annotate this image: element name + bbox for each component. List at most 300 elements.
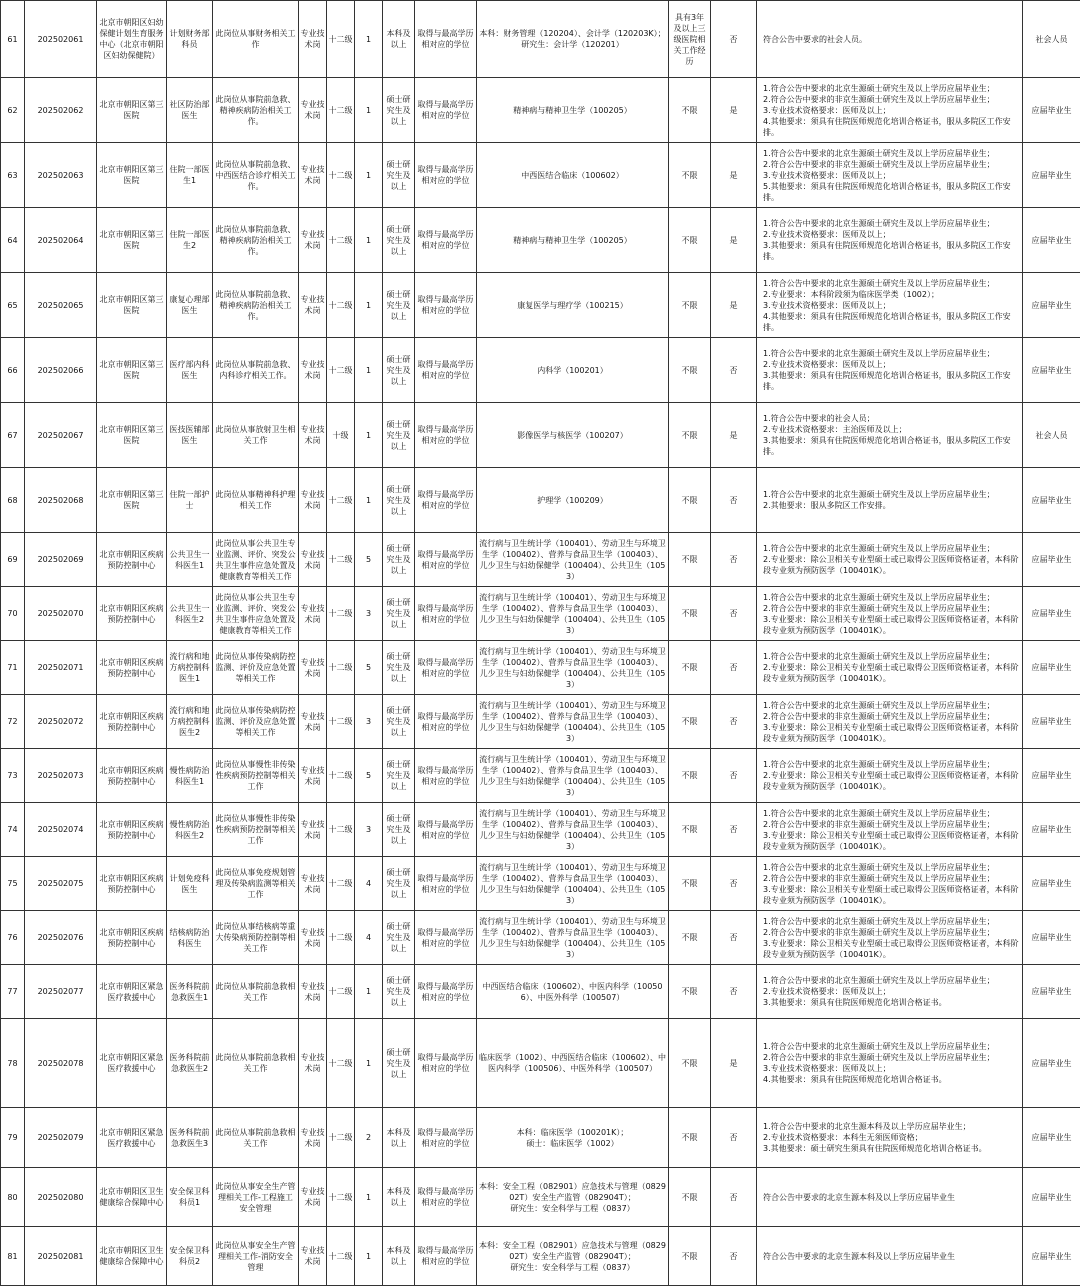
hiring-unit-cell: 北京市朝阳区疾病预防控制中心 bbox=[97, 857, 167, 911]
education-requirement-cell: 本科及以上 bbox=[383, 1168, 415, 1227]
other-requirements-cell: 1.符合公告中要求的北京生源硕士研究生及以上学历应届毕业生； 2.专业技术资格要求：医师及以上； 3.其他要求：须具有住院医师规范化培训合格证书。 bbox=[757, 965, 1023, 1019]
professional-test-cell: 否 bbox=[711, 1, 757, 78]
recruit-target-cell: 应届毕业生 bbox=[1023, 78, 1080, 143]
recruit-target-cell: 应届毕业生 bbox=[1023, 468, 1080, 533]
post-code-cell: 202502076 bbox=[25, 911, 97, 965]
experience-requirement-cell: 不限 bbox=[669, 468, 711, 533]
recruit-target-cell: 应届毕业生 bbox=[1023, 338, 1080, 403]
hiring-unit-cell: 北京市朝阳区第三医院 bbox=[97, 208, 167, 273]
post-description-cell: 此岗位从事院前急救相关工作 bbox=[213, 1019, 299, 1108]
hiring-unit-cell: 北京市朝阳区第三医院 bbox=[97, 338, 167, 403]
major-requirement-cell: 本科：安全工程（082901）应急技术与管理（082902T）安全生产监管（082904T）； 研究生：安全科学与工程（0837） bbox=[477, 1227, 669, 1286]
other-requirements-cell: 1.符合公告中要求的北京生源硕士研究生及以上学历应届毕业生； 2.符合公告中要求的非京生源硕士研究生及以上学历应届毕业生； 3.专业技术资格要求：医师及以上； 4.其他要求：须具有住院医师规范化培训合格证书，服从多院区工作安排。 bbox=[757, 78, 1023, 143]
experience-requirement-cell: 不限 bbox=[669, 78, 711, 143]
major-requirement-cell: 临床医学（1002）、中西医结合临床（100602）、中医内科学（100506）、中医外科学（100507） bbox=[477, 1019, 669, 1108]
post-code-cell: 202502066 bbox=[25, 338, 97, 403]
professional-test-cell: 是 bbox=[711, 208, 757, 273]
hire-count-cell: 1 bbox=[355, 1, 383, 78]
post-name-cell: 医务科院前急救医生2 bbox=[167, 1019, 213, 1108]
education-requirement-cell: 硕士研究生及以上 bbox=[383, 78, 415, 143]
other-requirements-cell: 符合公告中要求的北京生源本科及以上学历应届毕业生 bbox=[757, 1168, 1023, 1227]
major-requirement-cell: 流行病与卫生统计学（100401）、劳动卫生与环境卫生学（100402）、营养与食品卫生学（100403）、儿少卫生与妇幼保健学（100404）、公共卫生（1053） bbox=[477, 857, 669, 911]
row-number-cell: 80 bbox=[1, 1168, 25, 1227]
post-code-cell: 202502061 bbox=[25, 1, 97, 78]
post-name-cell: 计划财务部科员 bbox=[167, 1, 213, 78]
table-row bbox=[1, 468, 1080, 533]
hiring-unit-cell: 北京市朝阳区紧急医疗救援中心 bbox=[97, 1108, 167, 1168]
row-number-cell: 77 bbox=[1, 965, 25, 1019]
post-name-cell: 公共卫生一科医生2 bbox=[167, 587, 213, 641]
post-name-cell: 计划免疫科医生 bbox=[167, 857, 213, 911]
table-row bbox=[1, 78, 1080, 143]
recruit-target-cell: 应届毕业生 bbox=[1023, 273, 1080, 338]
experience-requirement-cell: 不限 bbox=[669, 965, 711, 1019]
post-level-cell: 十二级 bbox=[327, 695, 355, 749]
hiring-unit-cell: 北京市朝阳区紧急医疗救援中心 bbox=[97, 965, 167, 1019]
major-requirement-cell: 中西医结合临床（100602）、中医内科学（100506）、中医外科学（100507） bbox=[477, 965, 669, 1019]
post-code-cell: 202502063 bbox=[25, 143, 97, 208]
post-name-cell: 医务科院前急救医生1 bbox=[167, 965, 213, 1019]
major-requirement-cell: 影像医学与核医学（100207） bbox=[477, 403, 669, 468]
hiring-unit-cell: 北京市朝阳区疾病预防控制中心 bbox=[97, 641, 167, 695]
professional-test-cell: 否 bbox=[711, 857, 757, 911]
post-name-cell: 慢性病防治科医生2 bbox=[167, 803, 213, 857]
experience-requirement-cell: 不限 bbox=[669, 749, 711, 803]
other-requirements-cell: 1.符合公告中要求的北京生源硕士研究生及以上学历应届毕业生； 2.符合公告中要求的非京生源硕士研究生及以上学历应届毕业生； 3.专业技术资格要求：医师及以上； 5.其他要求：须具有住院医师规范化培训合格证书，服从多院区工作安排。 bbox=[757, 143, 1023, 208]
experience-requirement-cell: 不限 bbox=[669, 208, 711, 273]
other-requirements-cell: 1.符合公告中要求的北京生源硕士研究生及以上学历应届毕业生； 2.专业要求：除公卫相关专业型硕士或已取得公卫医师资格证者，本科阶段专业须为预防医学（100401K）。 bbox=[757, 749, 1023, 803]
post-level-cell: 十二级 bbox=[327, 749, 355, 803]
post-description-cell: 此岗位从事免疫规划管理及传染病监测等相关工作 bbox=[213, 857, 299, 911]
post-description-cell: 此岗位从事传染病防控监测、评价及应急处置等相关工作 bbox=[213, 695, 299, 749]
post-type-cell: 专业技术岗 bbox=[299, 143, 327, 208]
post-code-cell: 202502079 bbox=[25, 1108, 97, 1168]
experience-requirement-cell: 不限 bbox=[669, 143, 711, 208]
degree-requirement-cell: 取得与最高学历相对应的学位 bbox=[415, 911, 477, 965]
post-type-cell: 专业技术岗 bbox=[299, 695, 327, 749]
education-requirement-cell: 硕士研究生及以上 bbox=[383, 749, 415, 803]
post-code-cell: 202502071 bbox=[25, 641, 97, 695]
experience-requirement-cell: 不限 bbox=[669, 695, 711, 749]
degree-requirement-cell: 取得与最高学历相对应的学位 bbox=[415, 468, 477, 533]
row-number-cell: 79 bbox=[1, 1108, 25, 1168]
degree-requirement-cell: 取得与最高学历相对应的学位 bbox=[415, 587, 477, 641]
post-level-cell: 十二级 bbox=[327, 1227, 355, 1286]
post-name-cell: 社区防治部医生 bbox=[167, 78, 213, 143]
recruit-target-cell: 社会人员 bbox=[1023, 1, 1080, 78]
post-name-cell: 流行病和地方病控制科医生1 bbox=[167, 641, 213, 695]
row-number-cell: 69 bbox=[1, 533, 25, 587]
experience-requirement-cell: 不限 bbox=[669, 641, 711, 695]
degree-requirement-cell: 取得与最高学历相对应的学位 bbox=[415, 965, 477, 1019]
table-body bbox=[1, 1, 1080, 1286]
hire-count-cell: 1 bbox=[355, 338, 383, 403]
recruit-target-cell: 应届毕业生 bbox=[1023, 1108, 1080, 1168]
post-level-cell: 十二级 bbox=[327, 911, 355, 965]
post-type-cell: 专业技术岗 bbox=[299, 911, 327, 965]
hire-count-cell: 1 bbox=[355, 78, 383, 143]
hire-count-cell: 1 bbox=[355, 208, 383, 273]
professional-test-cell: 是 bbox=[711, 403, 757, 468]
professional-test-cell: 否 bbox=[711, 338, 757, 403]
professional-test-cell: 否 bbox=[711, 965, 757, 1019]
post-level-cell: 十二级 bbox=[327, 78, 355, 143]
post-code-cell: 202502075 bbox=[25, 857, 97, 911]
post-level-cell: 十二级 bbox=[327, 1168, 355, 1227]
education-requirement-cell: 硕士研究生及以上 bbox=[383, 208, 415, 273]
post-type-cell: 专业技术岗 bbox=[299, 78, 327, 143]
hire-count-cell: 4 bbox=[355, 911, 383, 965]
professional-test-cell: 否 bbox=[711, 533, 757, 587]
major-requirement-cell: 精神病与精神卫生学（100205） bbox=[477, 208, 669, 273]
hiring-unit-cell: 北京市朝阳区疾病预防控制中心 bbox=[97, 587, 167, 641]
hiring-unit-cell: 北京市朝阳区疾病预防控制中心 bbox=[97, 533, 167, 587]
hire-count-cell: 5 bbox=[355, 749, 383, 803]
recruit-target-cell: 应届毕业生 bbox=[1023, 911, 1080, 965]
post-name-cell: 医技医辅部医生 bbox=[167, 403, 213, 468]
education-requirement-cell: 硕士研究生及以上 bbox=[383, 468, 415, 533]
education-requirement-cell: 本科及以上 bbox=[383, 1108, 415, 1168]
post-description-cell: 此岗位从事慢性非传染性疾病预防控制等相关工作 bbox=[213, 749, 299, 803]
professional-test-cell: 否 bbox=[711, 641, 757, 695]
row-number-cell: 76 bbox=[1, 911, 25, 965]
recruit-target-cell: 应届毕业生 bbox=[1023, 695, 1080, 749]
post-description-cell: 此岗位从事安全生产管理相关工作-工程施工安全管理 bbox=[213, 1168, 299, 1227]
post-code-cell: 202502081 bbox=[25, 1227, 97, 1286]
professional-test-cell: 否 bbox=[711, 468, 757, 533]
hiring-unit-cell: 北京市朝阳区疾病预防控制中心 bbox=[97, 803, 167, 857]
table-row bbox=[1, 338, 1080, 403]
professional-test-cell: 否 bbox=[711, 1108, 757, 1168]
post-type-cell: 专业技术岗 bbox=[299, 641, 327, 695]
major-requirement-cell: 内科学（100201） bbox=[477, 338, 669, 403]
hiring-unit-cell: 北京市朝阳区妇幼保健计划生育服务中心（北京市朝阳区妇幼保健院） bbox=[97, 1, 167, 78]
major-requirement-cell: 流行病与卫生统计学（100401）、劳动卫生与环境卫生学（100402）、营养与食品卫生学（100403）、儿少卫生与妇幼保健学（100404）、公共卫生（1053） bbox=[477, 803, 669, 857]
table-row bbox=[1, 533, 1080, 587]
post-level-cell: 十二级 bbox=[327, 468, 355, 533]
post-code-cell: 202502065 bbox=[25, 273, 97, 338]
post-level-cell: 十二级 bbox=[327, 208, 355, 273]
degree-requirement-cell: 取得与最高学历相对应的学位 bbox=[415, 695, 477, 749]
other-requirements-cell: 1.符合公告中要求的北京生源硕士研究生及以上学历应届毕业生； 2.专业要求：除公卫相关专业型硕士或已取得公卫医师资格证者，本科阶段专业须为预防医学（100401K）。 bbox=[757, 533, 1023, 587]
major-requirement-cell: 流行病与卫生统计学（100401）、劳动卫生与环境卫生学（100402）、营养与食品卫生学（100403）、儿少卫生与妇幼保健学（100404）、公共卫生（1053） bbox=[477, 641, 669, 695]
hire-count-cell: 1 bbox=[355, 468, 383, 533]
post-level-cell: 十二级 bbox=[327, 587, 355, 641]
post-code-cell: 202502077 bbox=[25, 965, 97, 1019]
table-row bbox=[1, 1019, 1080, 1108]
hire-count-cell: 3 bbox=[355, 803, 383, 857]
table-row bbox=[1, 208, 1080, 273]
recruit-target-cell: 应届毕业生 bbox=[1023, 208, 1080, 273]
degree-requirement-cell: 取得与最高学历相对应的学位 bbox=[415, 1019, 477, 1108]
table-row bbox=[1, 1108, 1080, 1168]
post-description-cell: 此岗位从事院前急救相关工作 bbox=[213, 1108, 299, 1168]
degree-requirement-cell: 取得与最高学历相对应的学位 bbox=[415, 403, 477, 468]
recruit-target-cell: 应届毕业生 bbox=[1023, 1168, 1080, 1227]
table-row bbox=[1, 1168, 1080, 1227]
experience-requirement-cell: 不限 bbox=[669, 1019, 711, 1108]
other-requirements-cell: 1.符合公告中要求的北京生源本科及以上学历应届毕业生； 2.专业技术资格要求：本科生无须医师资格； 3.其他要求：硕士研究生须具有住院医师规范化培训合格证书。 bbox=[757, 1108, 1023, 1168]
major-requirement-cell: 流行病与卫生统计学（100401）、劳动卫生与环境卫生学（100402）、营养与食品卫生学（100403）、儿少卫生与妇幼保健学（100404）、公共卫生（1053） bbox=[477, 911, 669, 965]
post-name-cell: 安全保卫科科员2 bbox=[167, 1227, 213, 1286]
table-row bbox=[1, 1227, 1080, 1286]
hire-count-cell: 3 bbox=[355, 587, 383, 641]
post-code-cell: 202502067 bbox=[25, 403, 97, 468]
row-number-cell: 68 bbox=[1, 468, 25, 533]
education-requirement-cell: 硕士研究生及以上 bbox=[383, 533, 415, 587]
table-row bbox=[1, 587, 1080, 641]
post-description-cell: 此岗位从事结核病等重大传染病预防控制等相关工作 bbox=[213, 911, 299, 965]
post-type-cell: 专业技术岗 bbox=[299, 273, 327, 338]
other-requirements-cell: 1.符合公告中要求的北京生源硕士研究生及以上学历应届毕业生； 2.符合公告中要求的非京生源硕士研究生及以上学历应届毕业生； 3.专业要求：除公卫相关专业型硕士或已取得公卫医师资格证者，本科阶段专业须为预防医学（100401K）。 bbox=[757, 857, 1023, 911]
post-type-cell: 专业技术岗 bbox=[299, 338, 327, 403]
education-requirement-cell: 本科及以上 bbox=[383, 1, 415, 78]
experience-requirement-cell: 不限 bbox=[669, 857, 711, 911]
recruit-target-cell: 应届毕业生 bbox=[1023, 1019, 1080, 1108]
experience-requirement-cell: 不限 bbox=[669, 1227, 711, 1286]
hire-count-cell: 2 bbox=[355, 1108, 383, 1168]
recruit-target-cell: 应届毕业生 bbox=[1023, 641, 1080, 695]
degree-requirement-cell: 取得与最高学历相对应的学位 bbox=[415, 78, 477, 143]
row-number-cell: 78 bbox=[1, 1019, 25, 1108]
degree-requirement-cell: 取得与最高学历相对应的学位 bbox=[415, 1227, 477, 1286]
post-description-cell: 此岗位从事传染病防控监测、评价及应急处置等相关工作 bbox=[213, 641, 299, 695]
degree-requirement-cell: 取得与最高学历相对应的学位 bbox=[415, 208, 477, 273]
post-level-cell: 十二级 bbox=[327, 1, 355, 78]
row-number-cell: 70 bbox=[1, 587, 25, 641]
recruit-target-cell: 应届毕业生 bbox=[1023, 533, 1080, 587]
recruit-target-cell: 社会人员 bbox=[1023, 403, 1080, 468]
post-description-cell: 此岗位从事安全生产管理相关工作-消防安全管理 bbox=[213, 1227, 299, 1286]
other-requirements-cell: 1.符合公告中要求的北京生源硕士研究生及以上学历应届毕业生； 2.专业技术资格要求：医师及以上； 3.其他要求：须具有住院医师规范化培训合格证书，服从多院区工作安排。 bbox=[757, 338, 1023, 403]
major-requirement-cell: 精神病与精神卫生学（100205） bbox=[477, 78, 669, 143]
row-number-cell: 63 bbox=[1, 143, 25, 208]
table-row bbox=[1, 803, 1080, 857]
post-level-cell: 十级 bbox=[327, 403, 355, 468]
post-name-cell: 医务科院前急救医生3 bbox=[167, 1108, 213, 1168]
other-requirements-cell: 1.符合公告中要求的北京生源硕士研究生及以上学历应届毕业生； 2.专业技术资格要求：医师及以上； 3.其他要求：须具有住院医师规范化培训合格证书，服从多院区工作安排。 bbox=[757, 208, 1023, 273]
other-requirements-cell: 1.符合公告中要求的社会人员； 2.专业技术资格要求：主治医师及以上； 3.其他要求：须具有住院医师规范化培训合格证书，服从多院区工作安排。 bbox=[757, 403, 1023, 468]
recruit-target-cell: 应届毕业生 bbox=[1023, 143, 1080, 208]
major-requirement-cell: 中西医结合临床（100602） bbox=[477, 143, 669, 208]
experience-requirement-cell: 不限 bbox=[669, 403, 711, 468]
professional-test-cell: 是 bbox=[711, 1019, 757, 1108]
post-type-cell: 专业技术岗 bbox=[299, 468, 327, 533]
professional-test-cell: 否 bbox=[711, 587, 757, 641]
post-description-cell: 此岗位从事放射卫生相关工作 bbox=[213, 403, 299, 468]
education-requirement-cell: 硕士研究生及以上 bbox=[383, 273, 415, 338]
post-type-cell: 专业技术岗 bbox=[299, 1168, 327, 1227]
education-requirement-cell: 硕士研究生及以上 bbox=[383, 338, 415, 403]
post-name-cell: 流行病和地方病控制科医生2 bbox=[167, 695, 213, 749]
hiring-unit-cell: 北京市朝阳区疾病预防控制中心 bbox=[97, 749, 167, 803]
professional-test-cell: 否 bbox=[711, 695, 757, 749]
hiring-unit-cell: 北京市朝阳区卫生健康综合保障中心 bbox=[97, 1168, 167, 1227]
table-row bbox=[1, 403, 1080, 468]
recruit-target-cell: 应届毕业生 bbox=[1023, 965, 1080, 1019]
other-requirements-cell: 1.符合公告中要求的北京生源硕士研究生及以上学历应届毕业生； 2.专业要求：除公卫相关专业型硕士或已取得公卫医师资格证者，本科阶段专业须为预防医学（100401K）。 bbox=[757, 641, 1023, 695]
professional-test-cell: 是 bbox=[711, 273, 757, 338]
post-type-cell: 专业技术岗 bbox=[299, 803, 327, 857]
post-level-cell: 十二级 bbox=[327, 338, 355, 403]
experience-requirement-cell: 不限 bbox=[669, 273, 711, 338]
degree-requirement-cell: 取得与最高学历相对应的学位 bbox=[415, 273, 477, 338]
table-row bbox=[1, 695, 1080, 749]
row-number-cell: 81 bbox=[1, 1227, 25, 1286]
row-number-cell: 71 bbox=[1, 641, 25, 695]
table-row bbox=[1, 143, 1080, 208]
other-requirements-cell: 1.符合公告中要求的北京生源硕士研究生及以上学历应届毕业生； 2.符合公告中要求的非京生源硕士研究生及以上学历应届毕业生； 3.专业要求：除公卫相关专业型硕士或已取得公卫医师资格证者，本科阶段专业须为预防医学（100401K）。 bbox=[757, 911, 1023, 965]
post-level-cell: 十二级 bbox=[327, 965, 355, 1019]
experience-requirement-cell: 不限 bbox=[669, 1168, 711, 1227]
degree-requirement-cell: 取得与最高学历相对应的学位 bbox=[415, 803, 477, 857]
post-code-cell: 202502074 bbox=[25, 803, 97, 857]
education-requirement-cell: 硕士研究生及以上 bbox=[383, 143, 415, 208]
degree-requirement-cell: 取得与最高学历相对应的学位 bbox=[415, 1168, 477, 1227]
experience-requirement-cell: 不限 bbox=[669, 533, 711, 587]
post-code-cell: 202502070 bbox=[25, 587, 97, 641]
professional-test-cell: 否 bbox=[711, 911, 757, 965]
post-description-cell: 此岗位从事公共卫生专业监测、评价、突发公共卫生事件应急处置及健康教育等相关工作 bbox=[213, 533, 299, 587]
other-requirements-cell: 1.符合公告中要求的北京生源硕士研究生及以上学历应届毕业生； 2.其他要求：服从多院区工作安排。 bbox=[757, 468, 1023, 533]
professional-test-cell: 否 bbox=[711, 803, 757, 857]
post-description-cell: 此岗位从事财务相关工作 bbox=[213, 1, 299, 78]
post-type-cell: 专业技术岗 bbox=[299, 1, 327, 78]
degree-requirement-cell: 取得与最高学历相对应的学位 bbox=[415, 857, 477, 911]
education-requirement-cell: 硕士研究生及以上 bbox=[383, 641, 415, 695]
post-code-cell: 202502080 bbox=[25, 1168, 97, 1227]
post-description-cell: 此岗位从事慢性非传染性疾病预防控制等相关工作 bbox=[213, 803, 299, 857]
major-requirement-cell: 流行病与卫生统计学（100401）、劳动卫生与环境卫生学（100402）、营养与食品卫生学（100403）、儿少卫生与妇幼保健学（100404）、公共卫生（1053） bbox=[477, 587, 669, 641]
post-code-cell: 202502068 bbox=[25, 468, 97, 533]
post-level-cell: 十二级 bbox=[327, 641, 355, 695]
hiring-unit-cell: 北京市朝阳区第三医院 bbox=[97, 143, 167, 208]
recruit-target-cell: 应届毕业生 bbox=[1023, 857, 1080, 911]
row-number-cell: 62 bbox=[1, 78, 25, 143]
education-requirement-cell: 硕士研究生及以上 bbox=[383, 965, 415, 1019]
hire-count-cell: 3 bbox=[355, 695, 383, 749]
experience-requirement-cell: 不限 bbox=[669, 587, 711, 641]
post-description-cell: 此岗位从事院前急救、内科诊疗相关工作。 bbox=[213, 338, 299, 403]
major-requirement-cell: 流行病与卫生统计学（100401）、劳动卫生与环境卫生学（100402）、营养与食品卫生学（100403）、儿少卫生与妇幼保健学（100404）、公共卫生（1053） bbox=[477, 695, 669, 749]
hire-count-cell: 1 bbox=[355, 403, 383, 468]
experience-requirement-cell: 不限 bbox=[669, 911, 711, 965]
row-number-cell: 73 bbox=[1, 749, 25, 803]
other-requirements-cell: 1.符合公告中要求的北京生源硕士研究生及以上学历应届毕业生； 2.专业要求：本科阶段须为临床医学类（1002）； 3.专业技术资格要求：医师及以上； 4.其他要求：须具有住院医师规范化培训合格证书，服从多院区工作安排。 bbox=[757, 273, 1023, 338]
other-requirements-cell: 1.符合公告中要求的北京生源硕士研究生及以上学历应届毕业生； 2.符合公告中要求的非京生源硕士研究生及以上学历应届毕业生； 3.专业技术资格要求：医师及以上； 4.其他要求：须具有住院医师规范化培训合格证书。 bbox=[757, 1019, 1023, 1108]
major-requirement-cell: 护理学（100209） bbox=[477, 468, 669, 533]
other-requirements-cell: 符合公告中要求的北京生源本科及以上学历应届毕业生 bbox=[757, 1227, 1023, 1286]
major-requirement-cell: 本科：财务管理（120204）、会计学（120203K）； 研究生：会计学（120201） bbox=[477, 1, 669, 78]
major-requirement-cell: 流行病与卫生统计学（100401）、劳动卫生与环境卫生学（100402）、营养与食品卫生学（100403）、儿少卫生与妇幼保健学（100404）、公共卫生（1053） bbox=[477, 749, 669, 803]
hiring-unit-cell: 北京市朝阳区第三医院 bbox=[97, 78, 167, 143]
degree-requirement-cell: 取得与最高学历相对应的学位 bbox=[415, 1108, 477, 1168]
post-code-cell: 202502069 bbox=[25, 533, 97, 587]
post-level-cell: 十二级 bbox=[327, 1108, 355, 1168]
hiring-unit-cell: 北京市朝阳区第三医院 bbox=[97, 273, 167, 338]
experience-requirement-cell: 不限 bbox=[669, 803, 711, 857]
post-type-cell: 专业技术岗 bbox=[299, 857, 327, 911]
other-requirements-cell: 1.符合公告中要求的北京生源硕士研究生及以上学历应届毕业生； 2.符合公告中要求的非京生源硕士研究生及以上学历应届毕业生； 3.专业要求：除公卫相关专业型硕士或已取得公卫医师资格证者，本科阶段专业须为预防医学（100401K）。 bbox=[757, 803, 1023, 857]
row-number-cell: 74 bbox=[1, 803, 25, 857]
post-code-cell: 202502062 bbox=[25, 78, 97, 143]
table-row bbox=[1, 857, 1080, 911]
hiring-unit-cell: 北京市朝阳区第三医院 bbox=[97, 403, 167, 468]
recruit-target-cell: 应届毕业生 bbox=[1023, 749, 1080, 803]
education-requirement-cell: 硕士研究生及以上 bbox=[383, 803, 415, 857]
recruit-target-cell: 应届毕业生 bbox=[1023, 803, 1080, 857]
education-requirement-cell: 硕士研究生及以上 bbox=[383, 587, 415, 641]
table-row bbox=[1, 1, 1080, 78]
post-name-cell: 康复心理部医生 bbox=[167, 273, 213, 338]
hiring-unit-cell: 北京市朝阳区第三医院 bbox=[97, 468, 167, 533]
post-name-cell: 慢性病防治科医生1 bbox=[167, 749, 213, 803]
post-type-cell: 专业技术岗 bbox=[299, 1019, 327, 1108]
hire-count-cell: 1 bbox=[355, 965, 383, 1019]
recruit-target-cell: 应届毕业生 bbox=[1023, 587, 1080, 641]
post-level-cell: 十二级 bbox=[327, 143, 355, 208]
post-type-cell: 专业技术岗 bbox=[299, 1227, 327, 1286]
post-type-cell: 专业技术岗 bbox=[299, 965, 327, 1019]
table-row bbox=[1, 911, 1080, 965]
row-number-cell: 61 bbox=[1, 1, 25, 78]
hiring-unit-cell: 北京市朝阳区疾病预防控制中心 bbox=[97, 911, 167, 965]
post-code-cell: 202502073 bbox=[25, 749, 97, 803]
experience-requirement-cell: 不限 bbox=[669, 1108, 711, 1168]
professional-test-cell: 是 bbox=[711, 78, 757, 143]
post-level-cell: 十二级 bbox=[327, 533, 355, 587]
post-type-cell: 专业技术岗 bbox=[299, 403, 327, 468]
post-name-cell: 医疗部内科医生 bbox=[167, 338, 213, 403]
post-level-cell: 十二级 bbox=[327, 273, 355, 338]
post-level-cell: 十二级 bbox=[327, 857, 355, 911]
row-number-cell: 66 bbox=[1, 338, 25, 403]
hire-count-cell: 1 bbox=[355, 1168, 383, 1227]
post-description-cell: 此岗位从事院前急救、精神疾病防治相关工作。 bbox=[213, 78, 299, 143]
row-number-cell: 75 bbox=[1, 857, 25, 911]
post-name-cell: 安全保卫科科员1 bbox=[167, 1168, 213, 1227]
hire-count-cell: 4 bbox=[355, 857, 383, 911]
post-type-cell: 专业技术岗 bbox=[299, 587, 327, 641]
education-requirement-cell: 硕士研究生及以上 bbox=[383, 1019, 415, 1108]
experience-requirement-cell: 具有3年及以上三级医院相关工作经历 bbox=[669, 1, 711, 78]
other-requirements-cell: 1.符合公告中要求的北京生源硕士研究生及以上学历应届毕业生； 2.符合公告中要求的非京生源硕士研究生及以上学历应届毕业生； 3.专业要求：除公卫相关专业型硕士或已取得公卫医师资格证者，本科阶段专业须为预防医学（100401K）。 bbox=[757, 587, 1023, 641]
row-number-cell: 72 bbox=[1, 695, 25, 749]
professional-test-cell: 否 bbox=[711, 1168, 757, 1227]
post-description-cell: 此岗位从事院前急救相关工作 bbox=[213, 965, 299, 1019]
professional-test-cell: 否 bbox=[711, 749, 757, 803]
row-number-cell: 65 bbox=[1, 273, 25, 338]
post-name-cell: 公共卫生一科医生1 bbox=[167, 533, 213, 587]
education-requirement-cell: 硕士研究生及以上 bbox=[383, 857, 415, 911]
post-type-cell: 专业技术岗 bbox=[299, 749, 327, 803]
professional-test-cell: 否 bbox=[711, 1227, 757, 1286]
post-description-cell: 此岗位从事精神科护理相关工作 bbox=[213, 468, 299, 533]
major-requirement-cell: 本科：安全工程（082901）应急技术与管理（082902T）安全生产监管（082904T）； 研究生：安全科学与工程（0837） bbox=[477, 1168, 669, 1227]
education-requirement-cell: 硕士研究生及以上 bbox=[383, 911, 415, 965]
post-name-cell: 住院一部医生1 bbox=[167, 143, 213, 208]
table-row bbox=[1, 641, 1080, 695]
post-type-cell: 专业技术岗 bbox=[299, 208, 327, 273]
post-description-cell: 此岗位从事院前急救、精神疾病防治相关工作。 bbox=[213, 208, 299, 273]
post-name-cell: 结核病防治科医生 bbox=[167, 911, 213, 965]
post-code-cell: 202502078 bbox=[25, 1019, 97, 1108]
hire-count-cell: 1 bbox=[355, 1019, 383, 1108]
post-level-cell: 十二级 bbox=[327, 803, 355, 857]
hire-count-cell: 1 bbox=[355, 143, 383, 208]
post-code-cell: 202502064 bbox=[25, 208, 97, 273]
recruit-target-cell: 应届毕业生 bbox=[1023, 1227, 1080, 1286]
